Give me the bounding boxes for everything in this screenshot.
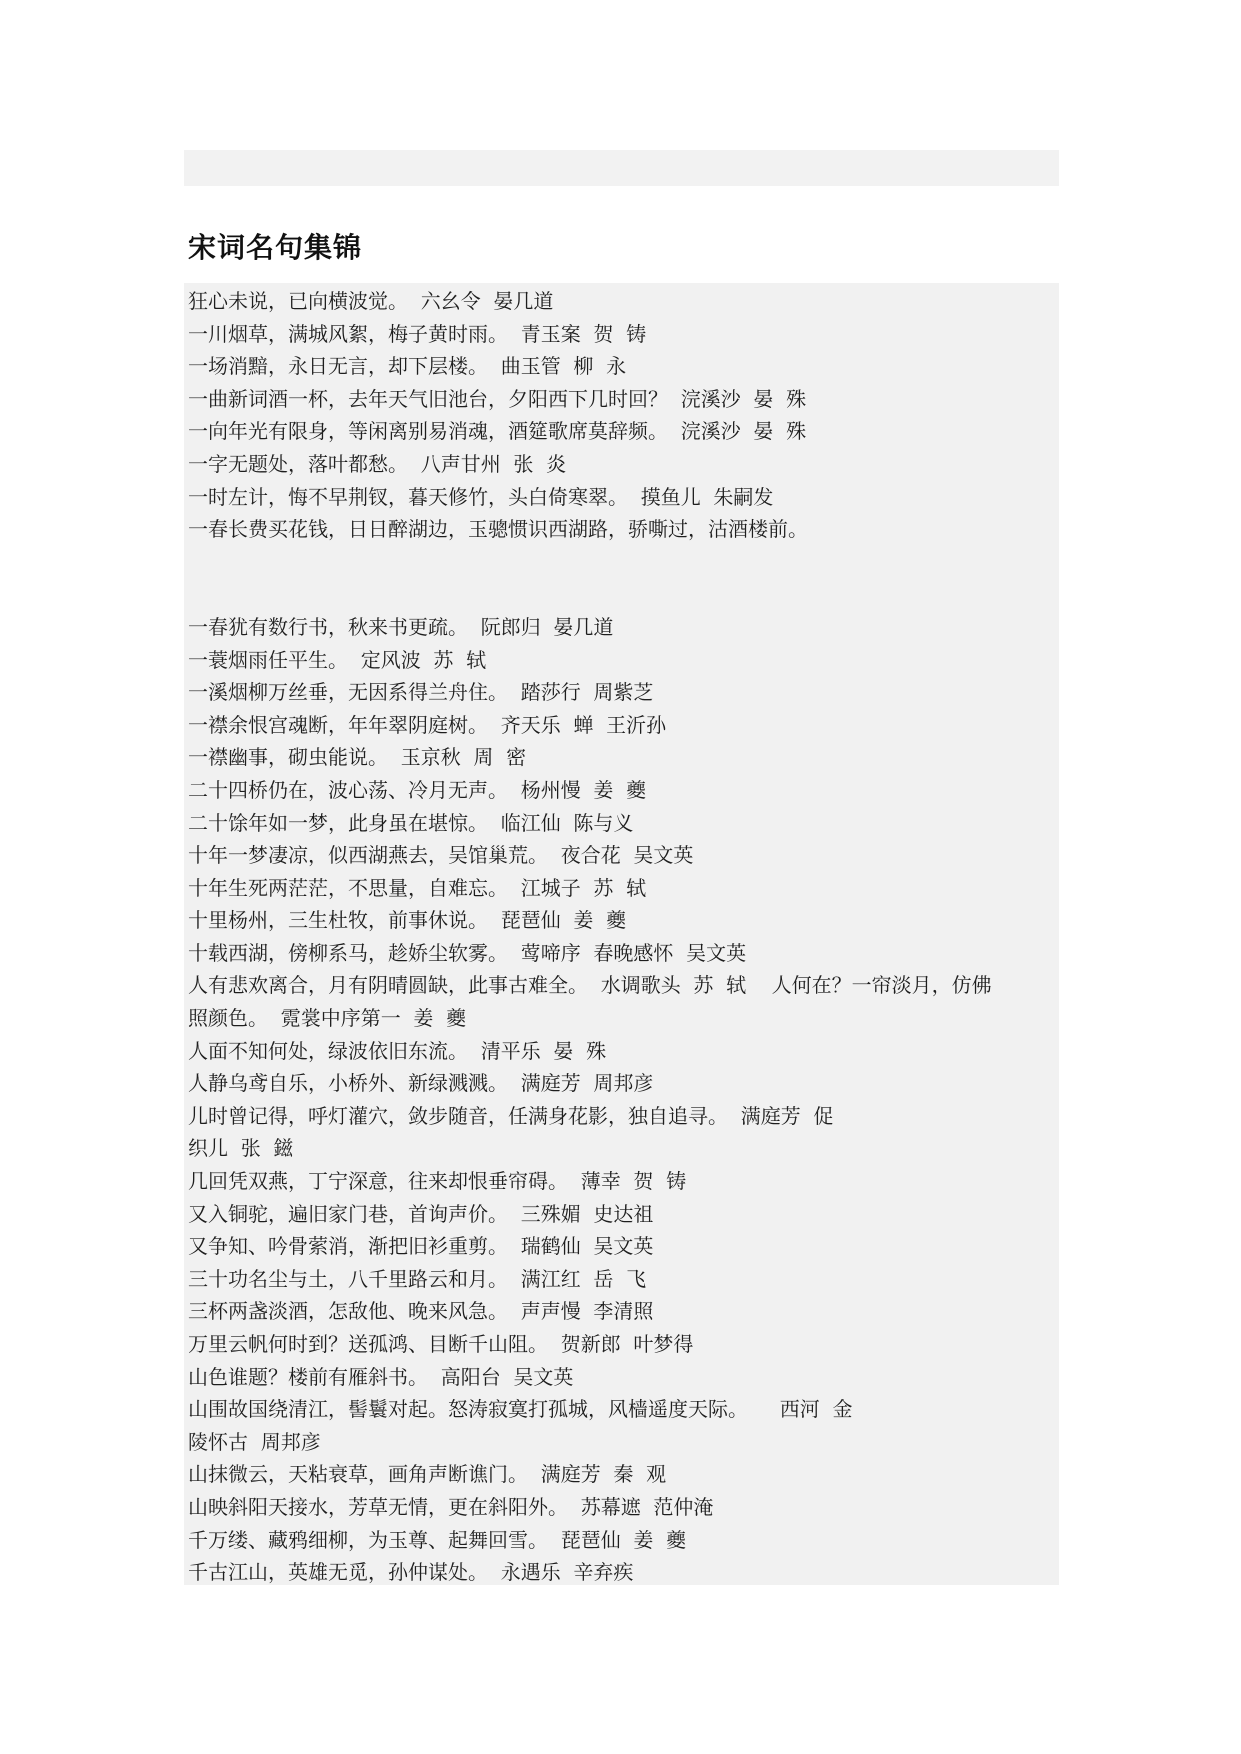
poem-line: 十年生死两茫茫，不思量，自难忘。 江城子 苏 轼 [188, 875, 647, 900]
poem-line: 山围故国绕清江，髻鬟对起。怒涛寂寞打孤城，风樯遥度天际。 西河 金 [188, 1397, 853, 1422]
poem-line: 一襟余恨宫魂断，年年翠阴庭树。 齐天乐 蝉 王沂孙 [188, 712, 667, 737]
poem-line: 人面不知何处，绿波依旧东流。 清平乐 晏 殊 [188, 1038, 607, 1063]
poem-line [188, 578, 1058, 611]
poem-line: 一蓑烟雨任平生。 定风波 苏 轼 [188, 647, 487, 672]
poem-line: 万里云帆何时到？送孤鸿、目断千山阻。 贺新郎 叶梦得 [188, 1332, 694, 1356]
poem-line: 一曲新词酒一杯，去年天气旧池台，夕阳西下几时回？ 浣溪沙 晏 殊 [188, 386, 807, 411]
poem-line: 一时左计，悔不早荆钗，暮天修竹，头白倚寒翠。 摸鱼儿 朱嗣发 [188, 484, 774, 509]
poem-line: 一场消黯，永日无言，却下层楼。 曲玉管 柳 永 [188, 354, 627, 379]
poem-line: 千万缕、藏鸦细柳，为玉尊、起舞回雪。 琵琶仙 姜 夔 [188, 1527, 687, 1552]
poem-line: 一川烟草，满城风絮，梅子黄时雨。 青玉案 贺 铸 [188, 321, 647, 346]
poem-line: 照颜色。 霓裳中序第一 姜 夔 [188, 1006, 467, 1031]
poem-line: 山映斜阳天接水，芳草无情，更在斜阳外。 苏幕遮 范仲淹 [188, 1494, 714, 1519]
poem-line [188, 546, 1058, 579]
poem-line: 一春长费买花钱，日日醉湖边，玉骢惯识西湖路，骄嘶过，沽酒楼前。 [188, 517, 808, 542]
poem-line: 十载西湖，傍柳系马，趁娇尘软雾。 莺啼序 春晚感怀 吴文英 [188, 940, 747, 965]
poem-line: 一春犹有数行书，秋来书更疏。 阮郎归 晏几道 [188, 614, 614, 639]
poem-line: 几回凭双燕，丁宁深意，往来却恨垂帘碍。 薄幸 贺 铸 [188, 1169, 687, 1194]
poem-line: 一向年光有限身，等闲离别易消魂，酒筵歌席莫辞频。 浣溪沙 晏 殊 [188, 419, 807, 444]
document-title: 宋词名句集锦 [188, 231, 363, 264]
poem-line: 人静乌鸢自乐，小桥外、新绿溅溅。 满庭芳 周邦彦 [188, 1071, 654, 1096]
poem-line: 三杯两盏淡酒，怎敌他、晚来风急。 声声慢 李清照 [188, 1299, 654, 1324]
poem-line: 儿时曾记得，呼灯灌穴，敛步随音，任满身花影，独自追寻。 满庭芳 促 [188, 1103, 834, 1128]
poem-line: 三十功名尘与土，八千里路云和月。 满江红 岳 飞 [188, 1266, 647, 1291]
poem-line-list [188, 285, 1058, 1589]
poem-line: 二十馀年如一梦，此身虽在堪惊。 临江仙 陈与义 [188, 810, 634, 835]
poem-line: 织儿 张 鎡 [188, 1136, 294, 1161]
poem-line: 人有悲欢离合，月有阴晴圆缺，此事古难全。 水调歌头 苏 轼 人何在？一帘淡月，仿佛 [188, 973, 992, 998]
poem-line: 一溪烟柳万丝垂，无因系得兰舟住。 踏莎行 周紫芝 [188, 680, 654, 705]
poem-line: 山色谁题？楼前有雁斜书。 高阳台 吴文英 [188, 1364, 574, 1389]
poem-line: 一字无题处，落叶都愁。 八声甘州 张 炎 [188, 451, 567, 476]
poem-line: 二十四桥仍在，波心荡、冷月无声。 杨州慢 姜 夔 [188, 777, 647, 802]
poem-line: 一襟幽事，砌虫能说。 玉京秋 周 密 [188, 745, 527, 770]
poem-line: 又入铜驼，遍旧家门巷，首询声价。 三殊媚 史达祖 [188, 1201, 654, 1226]
poem-line: 陵怀古 周邦彦 [188, 1429, 321, 1454]
header-band [184, 150, 1059, 186]
poem-line: 又争知、吟骨萦消，渐把旧衫重剪。 瑞鹤仙 吴文英 [188, 1234, 654, 1259]
poem-line: 十年一梦凄凉，似西湖燕去，吴馆巢荒。 夜合花 吴文英 [188, 843, 694, 868]
poem-line: 千古江山，英雄无觅，孙仲谋处。 永遇乐 辛弃疾 [188, 1560, 634, 1585]
poem-line: 狂心未说，已向横波觉。 六幺令 晏几道 [188, 289, 554, 313]
poem-line: 十里杨州，三生杜牧，前事休说。 琵琶仙 姜 夔 [188, 908, 627, 933]
poem-line: 山抹微云，天粘衰草，画角声断谯门。 满庭芳 秦 观 [188, 1462, 667, 1487]
